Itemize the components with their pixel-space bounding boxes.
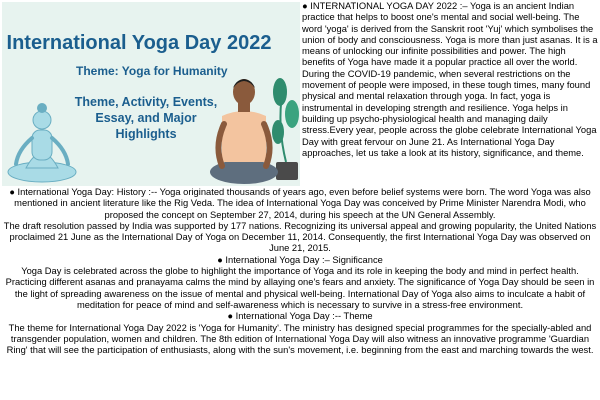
meditating-man-illustration [208,66,280,186]
yoga-day-banner [2,2,300,186]
intro-paragraph: ● INTERNATIONAL YOGA DAY 2022 :– Yoga is an ancient Indian practice that helps to boost one's mental and social well-being. The word 'yoga' is derived from the Sanskrit root 'Yuj' which symbolises the union of body and consciousness. Yoga is more than just asanas. It is a means of unlocking our infinite possibilities and power. The high benefits of Yoga have made it a popular practice all over the world. [302,1,598,68]
meditating-woman-illustration [6,98,78,184]
history-paragraph: ● International Yoga Day: History :-- Yoga originated thousands of years ago, even before belief systems were born. The word Yoga was also mentioned in ancient literature like the Rig Veda. The idea of International Yoga Day was conceived by Prime Minister Narendra Modi, who proposed the concept on September 27, 2014, during his speech at the UN General Assembly. [9,187,591,220]
history-resolution-paragraph: The draft resolution passed by India was supported by 177 nations. Recognizing its universal appeal and growing popularity, the United Nations proclaimed 21 June as the International Day of Yoga on December 11, 2014. Consequently, the first International Yoga Day was observed on June 21, 2015. [3,220,597,254]
theme-heading: ● International Yoga Day :-- Theme [227,311,373,322]
intro-covid-paragraph: During the COVID-19 pandemic, when several restrictions on the movement of people were imposed, in these tough times, many found physical and mental relaxation through yoga. In fact, yoga is instrumental in developing strength and resilience. Yoga helps in building up psycho-physiological health and managing daily stress.Every year, people across the globe celebrate International Yoga Day with great fervour on June 21. As International Yoga Day approaches, let us take a look at its history, significance, and theme. [302,68,597,158]
article-body [3,187,597,356]
banner-subtitle: Theme, Activity, Events, Essay, and Major Highlights [74,95,218,141]
banner-theme: Theme: Yoga for Humanity [76,64,228,78]
significance-heading: ● International Yoga Day :– Significance [217,254,383,265]
theme-paragraph: The theme for International Yoga Day 2022 is 'Yoga for Humanity'. The ministry has designed special programmes for the specially-abled and transgender population, women and children. The 8th edition of International Yoga Day will also witness an innovative programme 'Guardian Ring' that will see the participation of enthusiasts, along with the sun's movement, i.e. beginning from the east and marching towards the west. [6,322,594,356]
intro-section [302,1,598,159]
significance-paragraph: Yoga Day is celebrated across the globe to highlight the importance of Yoga and its role in keeping the body and mind in perfect health. Practicing different asanas and pranayama calms the mind by allaying one's fears and anxiety. The significance of Yoga Day should be seen in the light of spreading awareness on the issue of mental and physical well-being. International Day of Yoga also aims to inculcate a habit of meditation for peace of mind and self-awareness which is necessary to survive in a stress-free environment. [5,266,595,310]
banner-title: International Yoga Day 2022 [6,32,272,54]
